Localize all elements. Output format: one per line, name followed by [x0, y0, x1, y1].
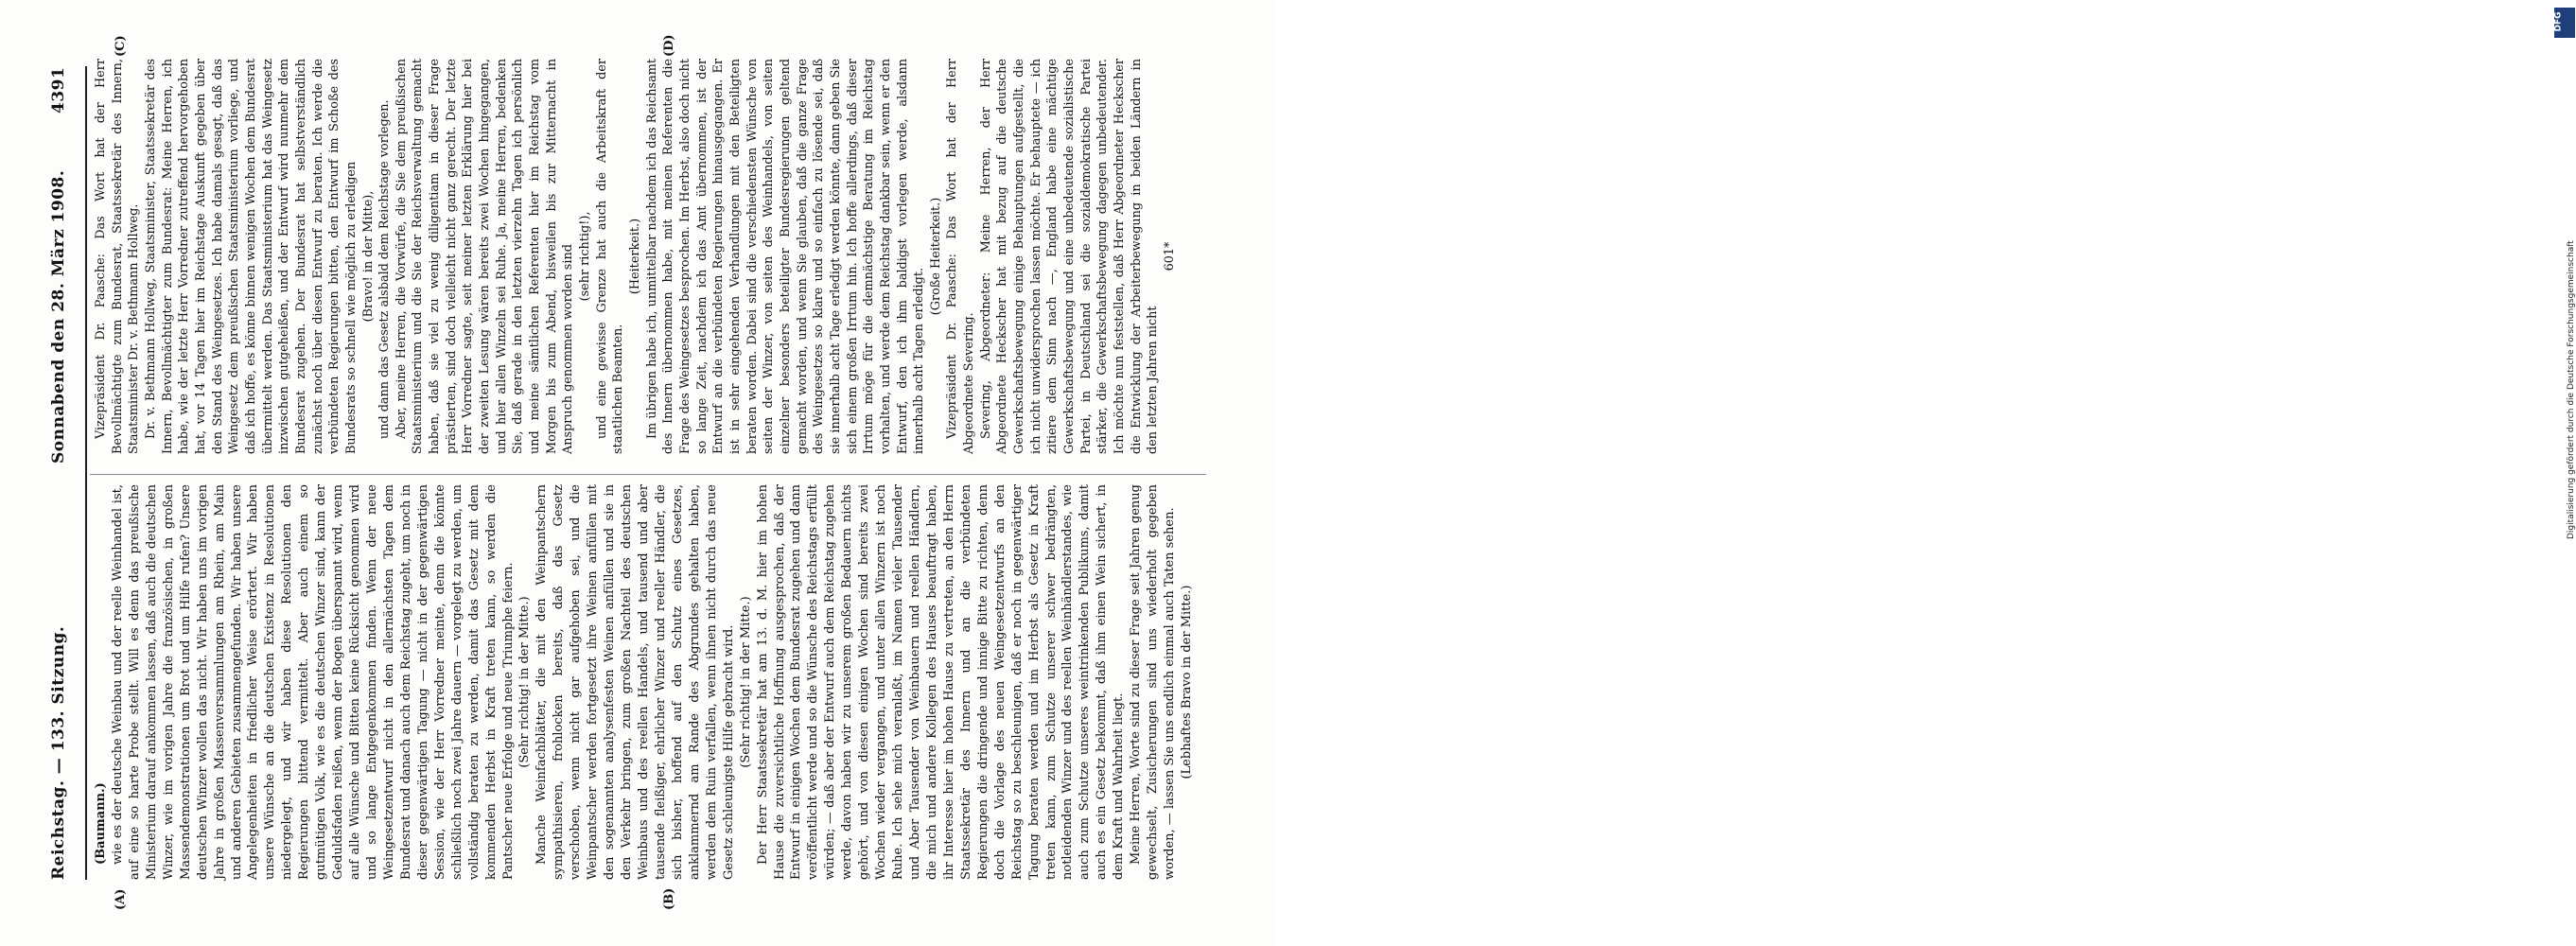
- interjection: 601*: [1163, 241, 1177, 272]
- paragraph: Dr. v. Bethmann Hollweg, Staatsminister, Staatssekretär des Innern, Bevollmächtigter zum Bundesrat: Meine Herren, ich habe, wie der letzte Herr Vorredner zutreffend hervorgehoben hat, vor 14 Tagen hier im Reichstage Auskunft gegeben über den Stand des Weingesetzes. Ich habe damals gesagt, daß das Weingesetz dem preußischen Staatsministerium vorliege, und daß ich hoffe, es könne binnen wenigen Wochen dem Bundesrat übermittelt werden. Das Staatsministerium hat das Weingesetz inzwischen gutgeheißen, und der Entwurf wird nunmehr dem Bundesrat zugehen. Der Bundesrat hat selbstverständlich zunächst noch über diesen Entwurf zu beraten. Ich werde die verbündeten Regierungen bitten, den Entwurf im Schoße des Bundesrats so schnell wie möglich zu erledigen: [143, 59, 359, 454]
- margin-marker-d: (D): [662, 34, 676, 57]
- paragraph: Manche Weinfachblätter, die mit den Weinpantschern sympathisieren, frohlocken bereits, daß das Gesetz verschoben, wenn nicht gar aufgehoben sei, und die Weinpantscher werden fortgesetzt ihre Weinen anfüllen mit den sogenannten analysenfesten Weinen anfüllen und sie in den Verkehr bringen, zum großen Nachteil des deutschen Weinbaus und des reellen Handels, und tausend und aber tausende fleißiger, ehrlicher Winzer und reeller Händler, die sich bisher, hoffend auf den Schutz eines Gesetzes, anklammernd am Rande des Abgrundes gehalten haben, werden dem Ruin verfallen, wenn ihnen nicht durch das neue Gesetz schleunigste Hilfe gebracht wird.: [534, 484, 736, 880]
- paragraph: und eine gewisse Grenze hat auch die Arbeitskraft der staatlichen Beamten.: [594, 59, 626, 454]
- column-divider: [90, 474, 1206, 475]
- interjection: (Heiterkeit.): [628, 218, 642, 295]
- paragraph: Vizepräsident Dr. Paasche: Das Wort hat der Herr Abgeordnete Severing.: [945, 59, 977, 454]
- margin-marker-b: (B): [662, 887, 676, 910]
- interjection: (Lebhaftes Bravo in der Mitte.): [1180, 585, 1194, 780]
- interjection: (sehr richtig!),: [578, 211, 593, 302]
- header-center: Sonnabend den 28. März 1908.: [49, 169, 68, 464]
- credit-line: Digitalisierung gefördert durch die Deutsche Forschungsgemeinschaft: [2567, 240, 2576, 539]
- paragraph: Vizepräsident Dr. Paasche: Das Wort hat der Herr Bevollmächtigte zum Bundesrat, Staatssekretär des Innern, Staatsminister Dr. v. Bethmann Hollweg.: [94, 59, 142, 454]
- right-column: [93, 59, 1179, 454]
- paragraph: Der Herr Staatssekretär hat am 13. d. M. hier im hohen Hause die zuversichtliche Hoffnung ausgesprochen, daß der Entwurf in einigen Wochen dem Bundesrat zugehen und dann veröffentlicht werde und so die Wünsche des Reichstags erfüllt würden; — daß aber der Entwurf auch dem Reichstag zugehen werde, davon haben wir zu unserem großen Bedauern nichts gehört, und von diesen einigen Wochen sind bereits zwei Wochen wieder vergangen, und unter allen Winzern ist noch Ruhe. Ich sehe mich veranlaßt, im Namen vieler Tausender und Aber Tausender von Weinbauern und reellen Händlern, die mich und andere Kollegen des Hauses beauftragt haben, ihr Interesse hier im hohen Hause zu vertreten, an den Herrn Staatssekretär des Innern und an die verbündeten Regierungen die dringende und innige Bitte zu richten, denn doch die Vorlage des neuen Weingesetzentwurfs an den Reichstag so zu beschleunigen, daß er noch in gegenwärtiger Tagung beraten werden und im Herbst als Gesetz in Kraft treten kann, zum Schutze unserer schwer bedrängten, notleidenden Winzer und des reellen Weinhändlerstandes, wie auch zum Schutze unseres weintrinkenden Publikums, damit auch es ein Gesetz bekommt, daß ihm einen Wein sichert, in dem Kraft und Wahrheit liegt.: [755, 484, 1127, 880]
- margin-marker-c: (C): [114, 35, 128, 57]
- speaker-heading: (Baumann.): [94, 782, 108, 865]
- digitization-sidebar: [1275, 0, 2576, 946]
- paragraph: Im übrigen habe ich, unmittelbar nachdem ich das Reichsamt des Innern übernommen habe, mit meinen Referenten die Frage des Weingesetzes besprochen. Im Herbst, also doch nicht so lange Zeit, nachdem ich das Amt übernommen, ist der Entwurf an die verbündeten Regierungen hinausgegangen. Er ist in sehr eingehenden Verhandlungen mit den Beteiligten beraten worden. Dabei sind die verschiedensten Wünsche von seiten der Winzer, von seiten des Weinhandels, von seiten einzelner besonders beteiligter Bundesregierungen geltend gemacht worden, und wenn Sie glauben, daß die ganze Frage des Weingesetzes so klare und so einfach zu lösende sei, daß sie innerhalb acht Tage erledigt werden könnte, dann geben Sie sich einem großen Irrtum hin. Ich hoffe allerdings, daß dieser Irrtum möge für die demnächstige Beratung im Reichstag vorhalten, und werde dem Reichstag dankbar sein, wenn er den Entwurf, den ich ihm baldigst vorlegen werde, alsdann innerhalb acht Tagen erledigt.: [644, 59, 927, 454]
- page-number: 4391: [49, 66, 68, 114]
- running-header: [49, 66, 78, 880]
- left-column: [93, 484, 1196, 880]
- margin-marker-a: (A): [114, 888, 128, 910]
- header-left: Reichstag. — 133. Sitzung.: [49, 625, 68, 880]
- interjection: (Bravo! in der Mitte),: [360, 190, 376, 323]
- interjection: (Sehr richtig! in der Mitte.): [517, 596, 533, 768]
- paragraph: wie es der deutsche Weinbau und der reelle Weinhandel ist, auf eine so harte Probe stellt. Will es denn das preußische Ministerium darauf ankommen lassen, daß auch die deutschen Winzer, wie im vorigen Jahre die französischen, in großen Massendemonstrationen um Brot und um Hilfe rufen? Unsere deutschen Winzer wollen das nicht. Wir haben uns im vorigen Jahre in großen Massenversammlungen am Rhein, am Main und anderen Gebieten zusammengefunden. Wir haben unsere Angelegenheiten in friedlicher Weise erörtert. Wir haben unsere Wünsche an die deutschen Existenz in Resolutionen niedergelegt, und wir haben diese Resolutionen den Regierungen bittend vermittelt. Aber auch einem so gutmütigen Volk, wie es die deutschen Winzer sind, kann der Geduldsfaden reißen, wenn der Bogen überspannt wird, wenn auf alle Wünsche und Bitten keine Rücksicht genommen wird und so lange Entgegenkommen finden. Wenn der neue Weingesetzentwurf nicht in den allernächsten Tagen dem Bundesrat und danach auch dem Reichstag zugeht, um noch in dieser gegenwärtigen Tagung — nicht in der gegenwärtigen Session, wie der Herr Vorredner meinte, denn die könnte schließlich noch zwei Jahre dauern — vorgelegt zu werden, um vollständig beraten zu werden, damit das Gesetz mit dem kommenden Herbst in Kraft treten kann, so werden die Pantscher neue Erfolge und neue Triumphe feiern.: [110, 484, 516, 880]
- paragraph: Meine Herren, Worte sind zu dieser Frage seit Jahren genug gewechselt, Zusicherungen sind uns wiederholt gegeben worden, — lassen Sie uns endlich einmal auch Taten sehen.: [1129, 484, 1178, 880]
- interjection: (Große Heiterkeit.): [928, 197, 943, 316]
- header-rule: [85, 66, 87, 880]
- paragraph: Severing, Abgeordneter: Meine Herren, der Herr Abgeordnete Heckscher hat mit bezug auf die deutsche Gewerkschaftsbewegung einige Behauptungen aufgestellt, die ich nicht unwidersprochen lassen möchte. Er behauptete — ich zitiere dem Sinn nach —, England habe eine mächtige Gewerkschaftsbewegung und eine unbedeutende sozialistische Partei, in Deutschland sei die sozialdemokratische Partei stärker, die Gewerkschaftsbewegung dagegen unbedeutender. Ich möchte nun feststellen, daß Herr Abgeordneter Heckscher die Entwicklung der Arbeiterbewegung in beiden Ländern in den letzten Jahren nicht: [978, 59, 1161, 454]
- interjection: (Sehr richtig! in der Mitte.): [738, 596, 753, 768]
- dfg-logo: DFG: [2554, 8, 2575, 38]
- paragraph: Aber, meine Herren, die Vorwürfe, die Sie dem preußischen Staatsministerium und die Sie der Reichsverwaltung gemacht haben, daß sie viel zu wenig diligentiam in dieser Frage prästierten, sind doch vielleicht nicht ganz gerecht. Der letzte Herr Vorredner sagte, seit meiner letzten Erklärung hier bei der zweiten Lesung wären bereits zwei Wochen hingegangen, und hier allen Winzeln sei Ruhe. Ja, meine Herren, bedenken Sie, daß gerade in den letzten vierzehn Tagen ich persönlich und meine sämtlichen Referenten hier im Reichstag vom Morgen bis zum Abend, bisweilen bis zur Mitternacht in Anspruch genommen worden sind: [394, 59, 576, 454]
- paragraph: und dann das Gesetz alsbald dem Reichstage vorlegen.: [377, 99, 393, 439]
